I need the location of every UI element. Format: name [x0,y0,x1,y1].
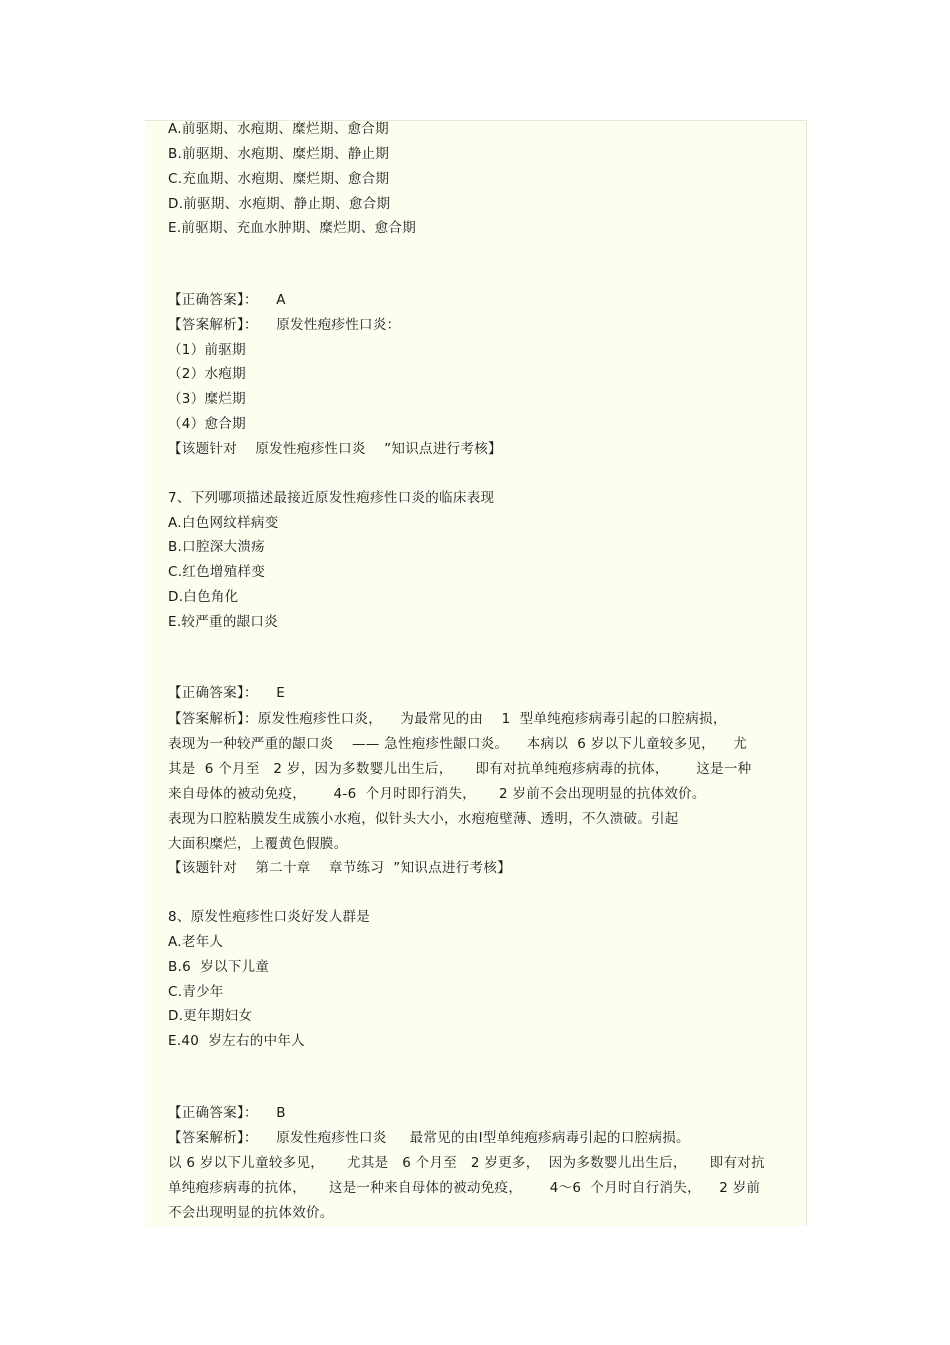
text-line: （3）糜烂期 [168,391,246,407]
text-line: 来自母体的被动免疫， 4-6 个月时即行消失， 2 岁前不会出现明显的抗体效价。 [168,786,706,802]
text-line: B.前驱期、水疱期、糜烂期、静止期 [168,146,390,162]
text-line: 【答案解析】： 原发性疱疹性口炎 最常见的由Ⅰ型单纯疱疹病毒引起的口腔病损。 [168,1130,690,1146]
text-line: B.6 岁以下儿童 [168,959,270,975]
text-line: D.更年期妇女 [168,1008,253,1024]
text-line: 表现为口腔粘膜发生成簇小水疱，似针头大小，水疱疱壁薄、透明，不久溃破。引起 [168,811,679,827]
text-line: 8、原发性疱疹性口炎好发人群是 [168,909,371,925]
text-line: 单纯疱疹病毒的抗体， 这是一种来自母体的被动免疫， 4～6 个月时自行消失， 2 岁前 [168,1180,761,1196]
text-line: 【该题针对 原发性疱疹性口炎 ”知识点进行考核】 [168,441,502,457]
text-line: D.白色角化 [168,589,239,605]
text-line: A.老年人 [168,934,224,950]
text-line: C.红色增殖样变 [168,564,266,580]
text-line: 【答案解析】： 原发性疱疹性口炎： [168,317,401,333]
text-line: 【该题针对 第二十章 章节练习 ”知识点进行考核】 [168,860,512,876]
text-line: E.前驱期、充血水肿期、糜烂期、愈合期 [168,220,417,236]
text-line: 以 6 岁以下儿童较多见， 尤其是 6 个月至 2 岁更多， 因为多数婴儿出生后， 即有对抗 [168,1155,765,1171]
text-line: A.白色网纹样病变 [168,515,279,531]
text-line: B.口腔深大溃疡 [168,539,265,555]
text-line: A.前驱期、水疱期、糜烂期、愈合期 [168,121,389,137]
text-line: 其是 6 个月至 2 岁，因为多数婴儿出生后， 即有对抗单纯疱疹病毒的抗体， 这是一种 [168,761,752,777]
text-line: D.前驱期、水疱期、静止期、愈合期 [168,196,391,212]
text-line: C.青少年 [168,984,224,1000]
text-line: E.40 岁左右的中年人 [168,1033,305,1049]
text-line: （2）水疱期 [168,366,246,382]
text-line: 【正确答案】： E [168,685,286,701]
text-line: 表现为一种较严重的龈口炎 —— 急性疱疹性龈口炎。 本病以 6 岁以下儿童较多见， 尤 [168,736,748,752]
text-line: 【答案解析】：原发性疱疹性口炎， 为最常见的由 1 型单纯疱疹病毒引起的口腔病损， [168,711,727,727]
text-line: E.较严重的龈口炎 [168,614,279,630]
text-line: C.充血期、水疱期、糜烂期、愈合期 [168,171,390,187]
text-line: 不会出现明显的抗体效价。 [168,1205,334,1221]
text-line: 大面积糜烂，上覆黄色假膜。 [168,836,348,852]
text-line: 7、下列哪项描述最接近原发性疱疹性口炎的临床表现 [168,490,495,506]
content-panel [145,120,807,1226]
text-line: 【正确答案】： A [168,292,286,308]
text-line: 【正确答案】： B [168,1105,286,1121]
text-line: （4）愈合期 [168,416,246,432]
text-line: （1）前驱期 [168,342,246,358]
